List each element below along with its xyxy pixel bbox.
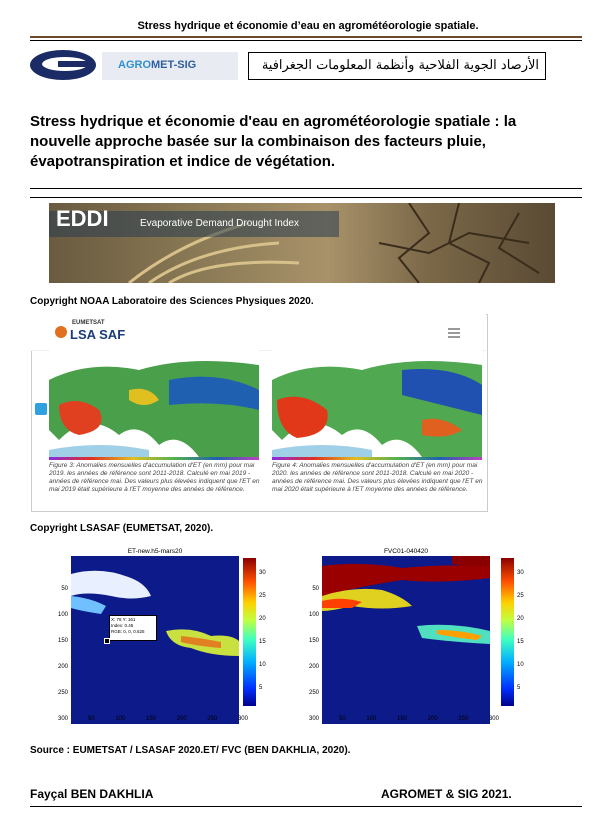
cbar-tick: 15 [517,639,524,645]
title-rule [30,188,582,189]
ytick: 200 [57,664,68,670]
map-2020-colorbar [272,457,482,460]
logo-bar-shape [58,61,92,67]
eddi-title: EDDI [56,206,109,231]
brand-part-metsig: MET-SIG [151,59,197,71]
noaa-copyright: Copyright NOAA Laboratoire des Sciences Physiques 2020. [30,296,314,307]
cbar-ticks-right [517,562,524,700]
fvc-map-plot [322,556,490,724]
fvc-map-graphic [322,556,490,724]
cbar-ticks-left [259,562,266,700]
xtick: 100 [115,716,126,722]
brand-part-agro: AGRO [118,59,151,71]
page-title: Stress hydrique et économie d'eau en agrométéorologie spatiale : la nouvelle approche basée sur la combinaison des facteurs pluie, évapotranspiration et indice de végétation. [30,113,517,170]
twitter-icon[interactable] [35,403,47,415]
datatip-line-2: Index: 0.45 [111,623,134,628]
xtick: 150 [145,716,156,722]
cbar-tick: 30 [517,570,524,576]
eddi-banner-image [49,203,555,283]
datatip-box [109,615,157,641]
title-rule-2 [30,197,582,198]
source-caption: Source : EUMETSAT / LSASAF 2020.ET/ FVC (BEN DAKHLIA, 2020). [30,745,351,756]
lsasaf-org: EUMETSAT [72,320,105,326]
ytick: 300 [57,716,68,722]
lsasaf-logo-icon [55,326,67,338]
cbar-tick: 25 [517,593,524,599]
lsasaf-copyright: Copyright LSASAF (EUMETSAT, 2020). [30,523,214,534]
left-colorbar [243,558,256,706]
footer-author: Fayçal BEN DAKHLIA [30,787,154,801]
cbar-tick: 10 [517,662,524,668]
xtick: 300 [488,716,499,722]
cbar-tick: 30 [259,570,266,576]
right-colorbar [501,558,514,706]
hamburger-menu-icon[interactable] [448,328,460,340]
ytick: 100 [57,612,68,618]
xtick: 150 [396,716,407,722]
brand-name [118,59,196,71]
cbar-tick: 20 [517,616,524,622]
cbar-tick: 25 [259,593,266,599]
xtick-right [339,716,499,722]
ytick: 200 [308,664,319,670]
xtick: 200 [176,716,187,722]
ytick: 300 [308,716,319,722]
document-header-title: Stress hydrique et économie d’eau en agrométéorologie spatiale. [137,20,479,32]
cbar-tick: 10 [259,662,266,668]
et-anomaly-map-2019 [49,350,259,457]
left-plot-title: ET-new.h5-mars20 [127,548,183,555]
map-2020-graphic [272,350,482,457]
ytick-right [307,576,319,732]
cbar-tick: 15 [259,639,266,645]
xtick: 250 [207,716,218,722]
ytick: 250 [308,690,319,696]
arabic-title: الأرصاد الجوية الفلاحية وأنظمة المعلومات الجغرافية [248,52,546,80]
ytick: 50 [61,586,68,592]
et-anomaly-map-2020 [272,350,482,457]
xtick: 50 [339,716,346,722]
ytick: 150 [308,638,319,644]
header-rule-top [30,36,582,38]
xtick: 200 [427,716,438,722]
eddi-subtitle: Evaporative Demand Drought Index [140,218,299,229]
ytick: 50 [312,586,319,592]
figure-3-caption: Figure 3: Anomalies mensuelles d'accumulation d'ET (en mm) pour mai 2019. les années de référence sont 2011-2018. Calculé en mai 2019 - années de référence mai. Des valeurs plus élevées indiquent que l'ET en mai 2019 était supérieure à l'ET moyenne des années de référence. [49,462,260,493]
xtick: 300 [237,716,248,722]
right-plot-title: FVC01-040420 [383,548,429,555]
datatip-marker [104,638,110,644]
footer-org-year: AGROMET & SIG 2021. [381,787,512,801]
datatip-line-3: RGB: 0, 0, 0.625 [111,629,145,634]
xtick-left [88,716,248,722]
cbar-tick: 5 [517,685,521,691]
map-2019-colorbar [49,457,259,460]
ytick: 150 [57,638,68,644]
ytick: 100 [308,612,319,618]
xtick: 250 [458,716,469,722]
cbar-tick: 5 [259,685,263,691]
lsasaf-logo-text: LSA SAF [70,327,126,342]
footer-rule [30,806,582,807]
cbar-tick: 20 [259,616,266,622]
header-rule-thin [30,40,582,41]
xtick: 100 [366,716,377,722]
figure-4-caption: Figure 4: Anomalies mensuelles d'accumulation d'ET (en mm) pour mai 2020. les années de référence sont 2011-2018. Calculé en mai 2020 - années de référence mai. Des valeurs plus élevées indiquent que l'ET en mai 2020 était supérieure à l'ET moyenne des années de référence. [272,462,483,493]
map-2019-graphic [49,350,259,457]
ytick: 250 [57,690,68,696]
xtick: 50 [88,716,95,722]
banner-graphic [49,203,555,283]
datatip-line-1: X: 76 Y: 161 [111,617,136,622]
ytick-left [56,576,68,732]
